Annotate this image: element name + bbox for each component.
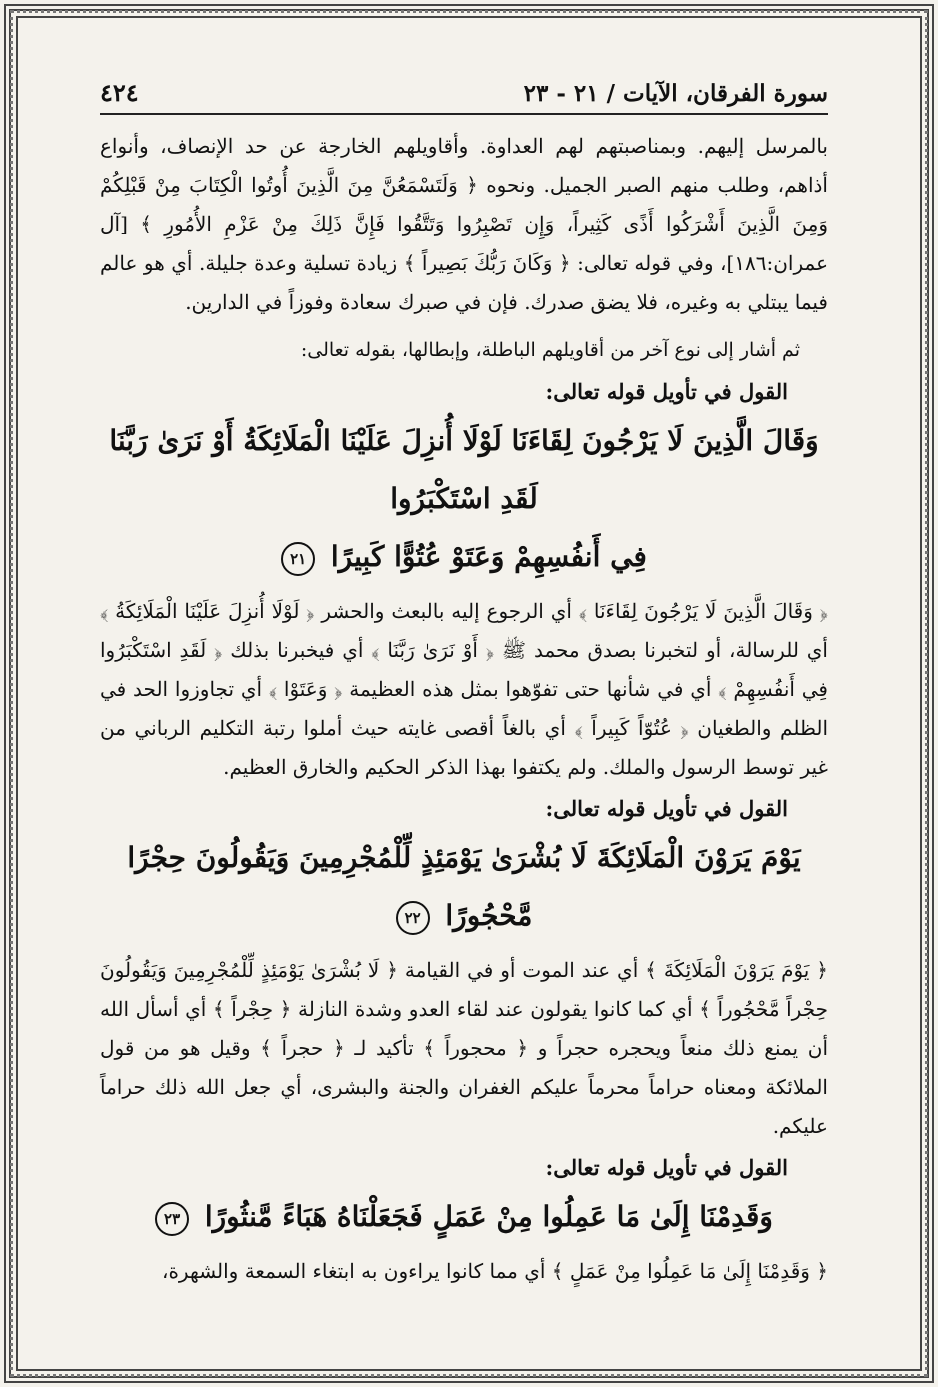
verse-line: يَوْمَ يَرَوْنَ الْمَلَائِكَةَ لَا بُشْرَىٰ يَوْمَئِذٍ لِّلْمُجْرِمِينَ وَيَقُولُونَ حِجْرًا مَّحْجُورًا	[127, 841, 801, 932]
section-heading: القول في تأويل قوله تعالى:	[545, 1155, 788, 1180]
section-heading: القول في تأويل قوله تعالى:	[545, 796, 788, 821]
verse-line: فِي أَنفُسِهِمْ وَعَتَوْ عُتُوًّا كَبِيرًا	[330, 540, 647, 573]
verse-line: وَقَدِمْنَا إِلَىٰ مَا عَمِلُوا مِنْ عَمَلٍ فَجَعَلْنَاهُ هَبَاءً مَّنثُورًا	[204, 1200, 773, 1233]
section-heading: القول في تأويل قوله تعالى:	[545, 379, 788, 404]
commentary: ﴿ وَقَدِمْنَا إِلَىٰ مَا عَمِلُوا مِنْ عَمَلٍ ﴾ أي مما كانوا يراءون به ابتغاء السمعة والشهرة،	[162, 1259, 828, 1283]
verse-line: وَقَالَ الَّذِينَ لَا يَرْجُونَ لِقَاءَنَا لَوْلَا أُنزِلَ عَلَيْنَا الْمَلَائِكَةُ أَوْ نَرَىٰ رَبَّنَا لَقَدِ اسْتَكْبَرُوا	[109, 424, 819, 515]
verse-line-end	[100, 528, 828, 586]
quran-verse	[100, 412, 828, 586]
ayah-number: ٢١	[281, 542, 315, 576]
verse-line-end	[100, 829, 828, 945]
running-title: سورة الفرقان، الآيات / ٢١ - ٢٣	[523, 80, 828, 107]
running-header	[100, 78, 828, 115]
quran-verse	[100, 829, 828, 945]
verse-line-end	[100, 1188, 828, 1246]
quran-verse	[100, 1188, 828, 1246]
paragraph-intro: ثم أشار إلى نوع آخر من أقاويلهم الباطلة، وإبطالها، بقوله تعالى:	[300, 339, 800, 361]
commentary: ﴿ يَوْمَ يَرَوْنَ الْمَلَائِكَةَ ﴾ أي عند الموت أو في القيامة ﴿ لَا بُشْرَىٰ يَوْمَئِذٍ لِّلْمُجْرِمِينَ وَيَقُولُونَ حِجْراً مَّحْجُوراً ﴾ أي كما كانوا يقولون عند لقاء العدو وشدة النازلة ﴿ حِجْراً ﴾ أي أسأل الله أن يمنع ذلك منعاً ويحجره حجراً و ﴿ محجوراً ﴾ تأكيد لـ ﴿ حجراً ﴾ وقيل هو من قول الملائكة ومعناه حراماً محرماً عليكم الغفران والجنة والبشرى، أي جعل الله ذلك حراماً عليكم.	[100, 958, 828, 1138]
ayah-number: ٢٣	[155, 1202, 189, 1236]
page-content	[100, 78, 828, 1318]
commentary: ﴿ وَقَالَ الَّذِينَ لَا يَرْجُونَ لِقَاءَنَا ﴾ أي الرجوع إليه بالبعث والحشر ﴿ لَوْلَا أُنزِلَ عَلَيْنَا الْمَلَائِكَةُ ﴾ أي للرسالة، أو لتخبرنا بصدق محمد ﷺ ﴿ أَوْ نَرَىٰ رَبَّنَا ﴾ أي فيخبرنا بذلك ﴿ لَقَدِ اسْتَكْبَرُوا فِي أَنفُسِهِمْ ﴾ أي في شأنها حتى تفوّهوا بمثل هذه العظيمة ﴿ وَعَتَوْا ﴾ أي تجاوزوا الحد في الظلم والطغيان ﴿ عُتُوّاً كَبِيراً ﴾ أي بالغاً أقصى غايته حيث أملوا رتبة التكليم الرباني من غير توسط الرسول والملك. ولم يكتفوا بهذا الذكر الحكيم والخارق العظيم.	[100, 599, 828, 779]
ayah-number: ٢٢	[396, 901, 430, 935]
paragraph-opening: بالمرسل إليهم. وبمناصبتهم لهم العداوة. وأقاويلهم الخارجة عن حد الإنصاف، وأنواع أذاهم، وطلب منهم الصبر الجميل. ونحوه ﴿ وَلَتَسْمَعُنَّ مِنَ الَّذِينَ أُوتُوا الْكِتَابَ مِنْ قَبْلِكُمْ وَمِنَ الَّذِينَ أَشْرَكُوا أَذًى كَثِيراً، وَإِن تَصْبِرُوا وَتَتَّقُوا فَإِنَّ ذَلِكَ مِنْ عَزْمِ الأُمُورِ ﴾ [آل عمران:١٨٦]، وفي قوله تعالى: ﴿ وَكَانَ رَبُّكَ بَصِيراً ﴾ زيادة تسلية وعدة جليلة. أي هو عالم فيما يبتلي به وغيره، فلا يضق صدرك. فإن في صبرك سعادة وفوزاً في الدارين.	[100, 134, 828, 314]
page-number: ٤٢٤	[100, 78, 139, 107]
